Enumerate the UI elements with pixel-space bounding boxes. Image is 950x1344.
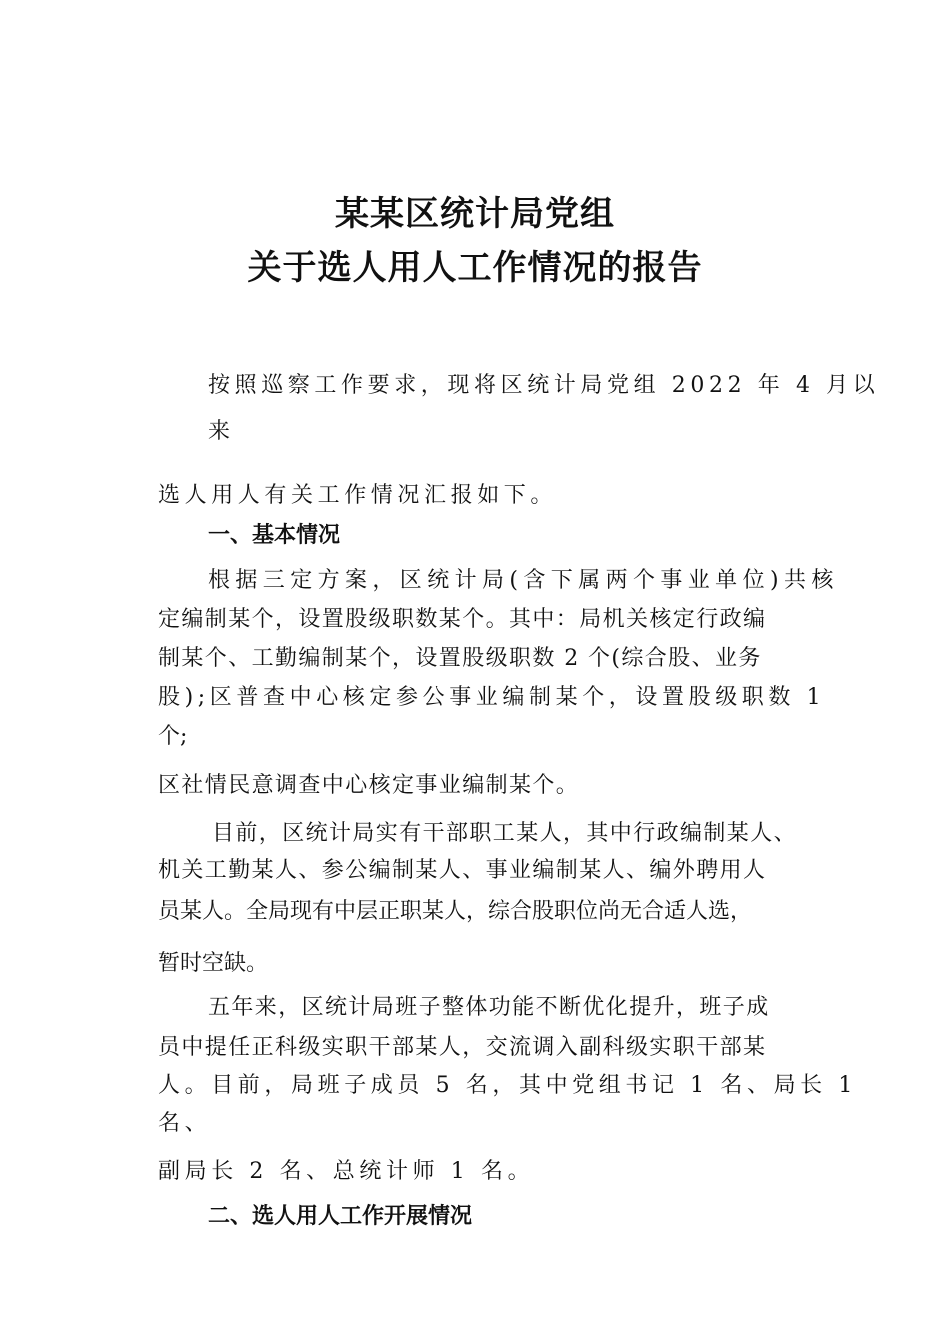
s1p2-line-1: 目前，区统计局实有干部职工某人，其中行政编制某人、: [212, 821, 798, 846]
s1p3-line-3: 人。目前，局班子成员 5 名，其中党组书记 1 名、局长 1: [158, 1073, 857, 1098]
intro-line-2: 来: [208, 419, 231, 444]
s1p1-line-5: 个;: [158, 724, 188, 749]
document-title-line1: 某某区统计局党组: [335, 194, 615, 234]
s1p1-line-2: 定编制某个，设置股级职数某个。其中：局机关核定行政编: [158, 607, 767, 632]
document-title-line2: 关于选人用人工作情况的报告: [247, 248, 703, 288]
intro-line-1: 按照巡察工作要求，现将区统计局党组 2022 年 4 月以: [208, 373, 880, 398]
s1p1-line-4: 股);区普查中心核定参公事业编制某个，设置股级职数 1: [158, 685, 826, 710]
s1p2-line-4: 暂时空缺。: [158, 951, 269, 976]
s1p2-line-3: 员某人。全局现有中层正职某人，综合股职位尚无合适人选，: [158, 899, 753, 924]
section-heading-work: 二、选人用人工作开展情况: [208, 1204, 473, 1229]
s1p2-line-2: 机关工勤某人、参公编制某人、事业编制某人、编外聘用人: [158, 858, 767, 883]
intro-line-3: 选人用人有关工作情况汇报如下。: [158, 483, 558, 508]
section-heading-basic: 一、基本情况: [208, 523, 341, 548]
s1p1-line-1: 根据三定方案，区统计局(含下属两个事业单位)共核: [208, 568, 839, 593]
s1p3-line-5: 副局长 2 名、总统计师 1 名。: [158, 1159, 535, 1184]
s1p3-line-2: 员中提任正科级实职干部某人，交流调入副科级实职干部某: [158, 1035, 767, 1060]
s1p1-line-6: 区社情民意调查中心核定事业编制某个。: [158, 773, 580, 798]
s1p1-line-3: 制某个、工勤编制某个，设置股级职数 2 个(综合股、业务: [158, 646, 762, 671]
s1p3-line-1: 五年来，区统计局班子整体功能不断优化提升，班子成: [208, 995, 770, 1020]
s1p3-line-4: 名、: [158, 1111, 212, 1136]
